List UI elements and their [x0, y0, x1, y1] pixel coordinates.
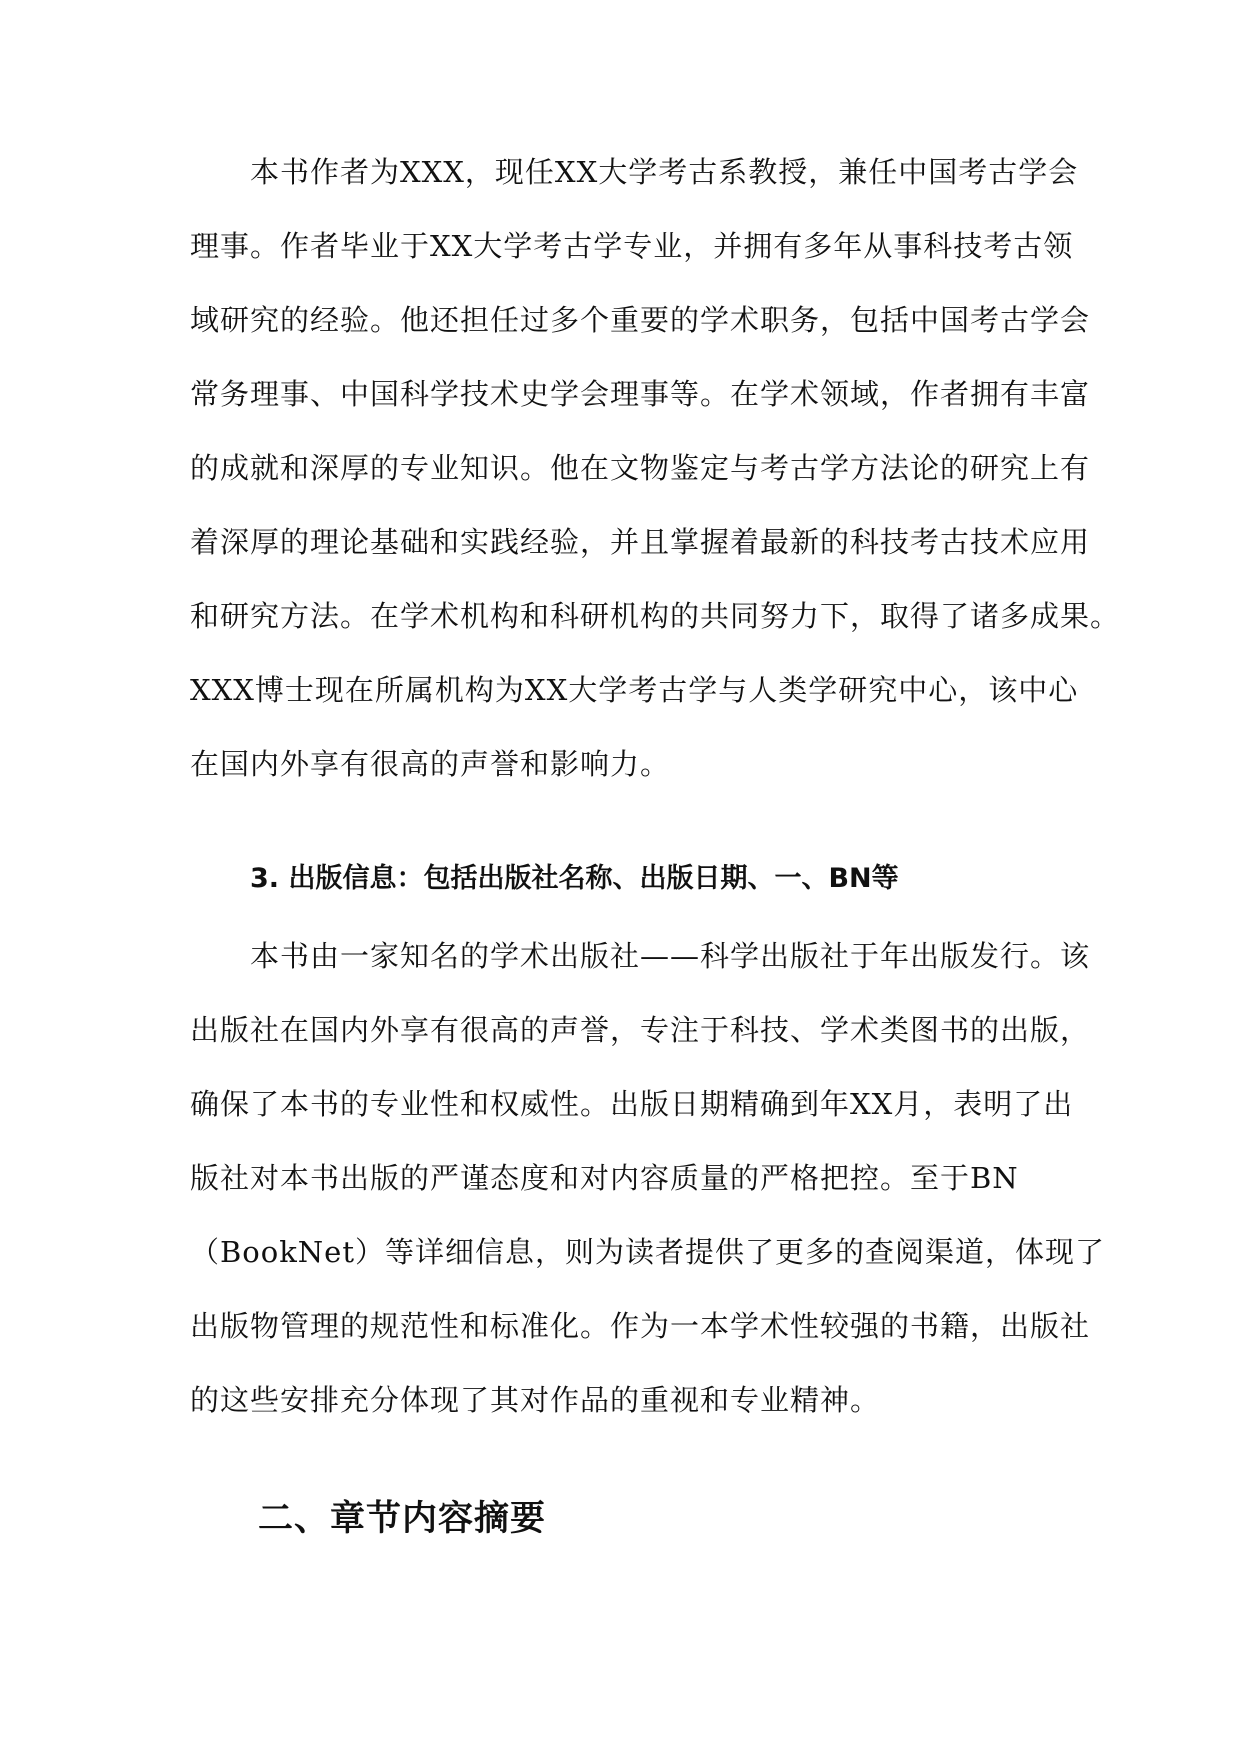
paragraph-line: 着深厚的理论基础和实践经验，并且掌握着最新的科技考古技术应用: [190, 525, 1091, 559]
paragraph-line: 理事。作者毕业于XX大学考古学专业，并拥有多年从事科技考古领: [190, 229, 1074, 263]
paragraph-line: 的这些安排充分体现了其对作品的重视和专业精神。: [190, 1383, 881, 1417]
paragraph-line: 确保了本书的专业性和权威性。出版日期精确到年XX月，表明了出: [190, 1087, 1074, 1121]
paragraph-line: XXX博士现在所属机构为XX大学考古学与人类学研究中心，该中心: [190, 673, 1079, 707]
chapter-heading: 二、章节内容摘要: [258, 1499, 547, 1539]
paragraph-line: 常务理事、中国科学技术史学会理事等。在学术领域，作者拥有丰富: [190, 377, 1091, 411]
paragraph-line: 本书由一家知名的学术出版社——科学出版社于年出版发行。该: [250, 939, 1091, 973]
paragraph-line: 在国内外享有很高的声誉和影响力。: [190, 747, 671, 781]
paragraph-line: 出版物管理的规范性和标准化。作为一本学术性较强的书籍，出版社: [190, 1309, 1091, 1343]
paragraph-line: 和研究方法。在学术机构和科研机构的共同努力下，取得了诸多成果。: [190, 599, 1121, 633]
paragraph-line: 版社对本书出版的严谨态度和对内容质量的严格把控。至于BN: [190, 1161, 1019, 1195]
paragraph-line: （BookNet）等详细信息，则为读者提供了更多的查阅渠道，体现了: [190, 1235, 1105, 1269]
paragraph-line: 本书作者为XXX，现任XX大学考古系教授，兼任中国考古学会: [250, 155, 1079, 189]
paragraph-line: 出版社在国内外享有很高的声誉，专注于科技、学术类图书的出版，: [190, 1013, 1091, 1047]
paragraph-line: 的成就和深厚的专业知识。他在文物鉴定与考古学方法论的研究上有: [190, 451, 1091, 485]
paragraph-line: 域研究的经验。他还担任过多个重要的学术职务，包括中国考古学会: [190, 303, 1091, 337]
section-heading: 3. 出版信息：包括出版社名称、出版日期、一、BN等: [250, 863, 899, 894]
